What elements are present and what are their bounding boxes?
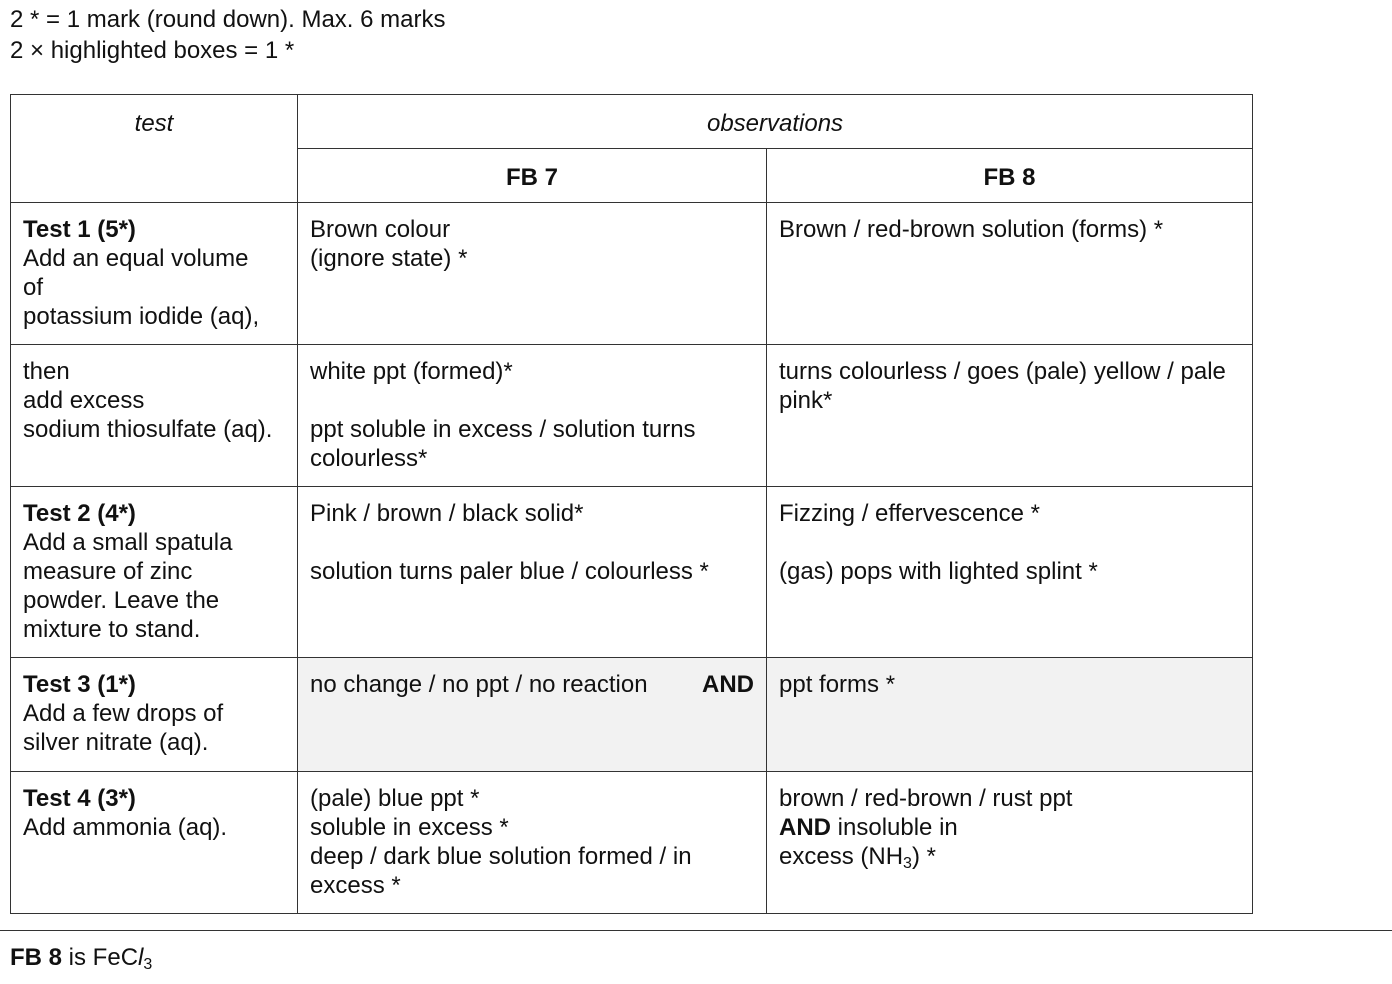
test3-line: silver nitrate (aq).: [23, 729, 209, 756]
test1-line: of: [23, 274, 44, 301]
test4-and-label: AND: [779, 814, 831, 841]
test4-fb8-line: [779, 813, 1240, 842]
footer-note: [10, 944, 152, 972]
test1-fb7-cell: [298, 203, 767, 345]
test4-fb8-text: insoluble in: [831, 814, 958, 841]
test4-fb8-text: excess (NH: [779, 843, 904, 870]
test2-fb7-cell: [298, 487, 767, 658]
table-row-test1: [11, 203, 1253, 345]
test4-fb7-line: deep / dark blue solution formed / in: [310, 843, 692, 870]
marking-note-1: 2 * = 1 mark (round down). Max. 6 marks: [10, 6, 446, 33]
table-row-test4: [11, 772, 1253, 914]
test1b-line: add excess: [23, 387, 145, 414]
test1-fb7-line: (ignore state) *: [310, 245, 468, 272]
test1b-fb8-line: turns colourless / goes (pale) yellow / pale: [779, 358, 1226, 385]
table-row-test1-continued: [11, 345, 1253, 487]
test4-cell: [11, 772, 298, 914]
table-header-row: [11, 95, 1253, 149]
marking-notes: [10, 4, 446, 66]
header-fb7: FB 7: [298, 149, 767, 203]
test1-fb8-cell: [767, 203, 1253, 345]
test1-fb8-line: Brown / red-brown solution (forms) *: [779, 216, 1164, 243]
footer-label: FB 8: [10, 944, 63, 971]
test1b-fb7-cell: [298, 345, 767, 487]
test3-and-label: AND: [702, 671, 754, 698]
test2-line: powder. Leave the: [23, 587, 220, 614]
test1b-fb7-line: colourless*: [310, 445, 428, 472]
test3-fb7-cell-highlighted: [298, 658, 767, 772]
test1b-line: sodium thiosulfate (aq).: [23, 416, 273, 443]
header-test: test: [11, 95, 298, 203]
test3-fb8-cell-highlighted: [767, 658, 1253, 772]
test4-fb8-line: [779, 842, 1240, 871]
test1-cell: [11, 203, 298, 345]
test2-line: measure of zinc: [23, 558, 193, 585]
test1b-line: then: [23, 358, 70, 385]
footer-text: is FeC: [62, 944, 139, 971]
test3-fb7-line: no change / no ppt / no reaction: [310, 671, 648, 698]
test1-fb7-line: Brown colour: [310, 216, 451, 243]
test3-line: Add a few drops of: [23, 700, 224, 727]
test1-line: Add an equal volume: [23, 245, 249, 272]
test1-line: potassium iodide (aq),: [23, 303, 260, 330]
test2-fb8-cell: [767, 487, 1253, 658]
test4-fb8-cell: [767, 772, 1253, 914]
test3-cell: [11, 658, 298, 772]
test2-line: mixture to stand.: [23, 616, 201, 643]
header-observations: observations: [298, 95, 1253, 149]
test1b-fb8-cell: [767, 345, 1253, 487]
test2-cell: [11, 487, 298, 658]
test2-line: Add a small spatula: [23, 529, 233, 556]
test4-fb7-line: (pale) blue ppt *: [310, 785, 480, 812]
test4-fb7-line: soluble in excess *: [310, 814, 509, 841]
test1b-cell: [11, 345, 298, 487]
test2-fb7-line: solution turns paler blue / colourless *: [310, 558, 709, 585]
test1-title: Test 1 (5*): [23, 216, 136, 243]
footer-divider: [0, 930, 1392, 931]
subscript: 3: [143, 956, 153, 973]
test3-title: Test 3 (1*): [23, 671, 136, 698]
test4-fb8-line: brown / red-brown / rust ppt: [779, 785, 1073, 812]
test2-fb7-line: Pink / brown / black solid*: [310, 500, 584, 527]
footer-italic: l: [138, 944, 144, 971]
test4-fb7-line: excess *: [310, 872, 401, 899]
test4-title: Test 4 (3*): [23, 785, 136, 812]
test2-title: Test 2 (4*): [23, 500, 136, 527]
test2-fb8-line: Fizzing / effervescence *: [779, 500, 1041, 527]
test4-line: Add ammonia (aq).: [23, 814, 228, 841]
test3-fb8-line: ppt forms *: [779, 671, 896, 698]
test1b-fb7-line: white ppt (formed)*: [310, 358, 513, 385]
table-row-test3: [11, 658, 1253, 772]
table-row-test2: [11, 487, 1253, 658]
mark-scheme-table: [10, 94, 1253, 914]
test4-fb8-text: ) *: [911, 843, 936, 870]
test1b-fb8-line: pink*: [779, 387, 833, 414]
subscript: 3: [903, 855, 912, 872]
marking-note-2: 2 × highlighted boxes = 1 *: [10, 37, 295, 64]
test1b-fb7-line: ppt soluble in excess / solution turns: [310, 416, 696, 443]
test2-fb8-line: (gas) pops with lighted splint *: [779, 558, 1098, 585]
header-fb8: FB 8: [767, 149, 1253, 203]
test4-fb7-cell: [298, 772, 767, 914]
